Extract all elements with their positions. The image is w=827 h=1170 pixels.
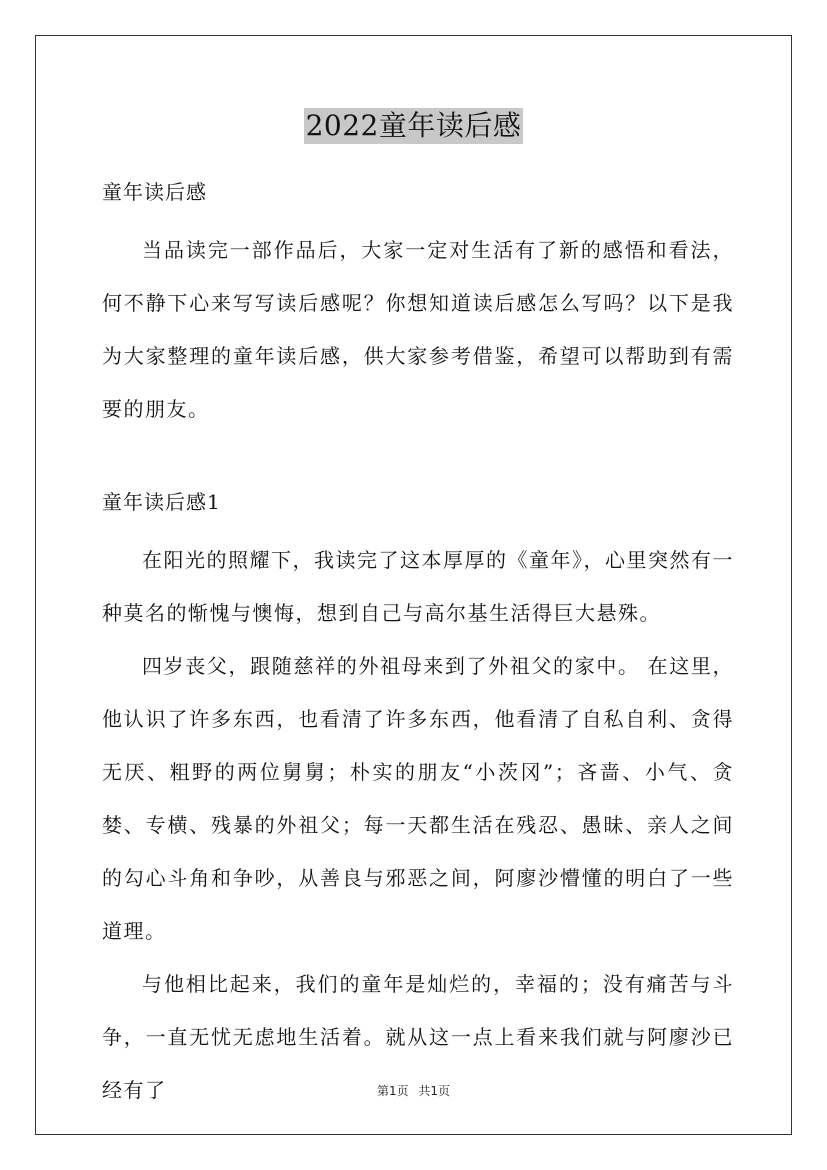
page-number: 第1页 [376,1084,409,1098]
document-body [102,170,734,1117]
page-footer [0,1082,827,1099]
document-title-text: 2022童年读后感 [305,109,522,142]
section1-paragraph-3: 与他相比起来，我们的童年是灿烂的，幸福的；没有痛苦与斗争，一直无忧无虑地生活着。就从这一点上看来我们就与阿廖沙已经有了 [102,972,734,1102]
section1-paragraph-1: 在阳光的照耀下，我读完了这本厚厚的《童年》，心里突然有一种莫名的惭愧与懊悔，想到自己与高尔基生活得巨大悬殊。 [102,548,734,625]
document-title [0,105,827,144]
section-spacer [102,436,734,480]
intro-paragraph: 当品读完一部作品后，大家一定对生活有了新的感悟和看法，何不静下心来写写读后感呢？你想知道读后感怎么写吗？以下是我为大家整理的童年读后感，供大家参考借鉴，希望可以帮助到有需要的朋友。 [102,238,734,421]
page-total: 共1页 [418,1084,451,1098]
intro-heading: 童年读后感 [102,180,207,204]
section1-paragraph-2: 四岁丧父，跟随慈祥的外祖母来到了外祖父的家中。 在这里，他认识了许多东西，也看清了许多东西，他看清了自私自利、贪得无厌、粗野的两位舅舅；朴实的朋友“小茨冈”；吝啬、小气、贪婪、专横、残暴的外祖父；每一天都生活在残忍、愚昧、亲人之间的勾心斗角和争吵，从善良与邪恶之间，阿廖沙懵懂的明白了一些道理。 [102,654,734,943]
section1-heading: 童年读后感1 [102,490,221,514]
